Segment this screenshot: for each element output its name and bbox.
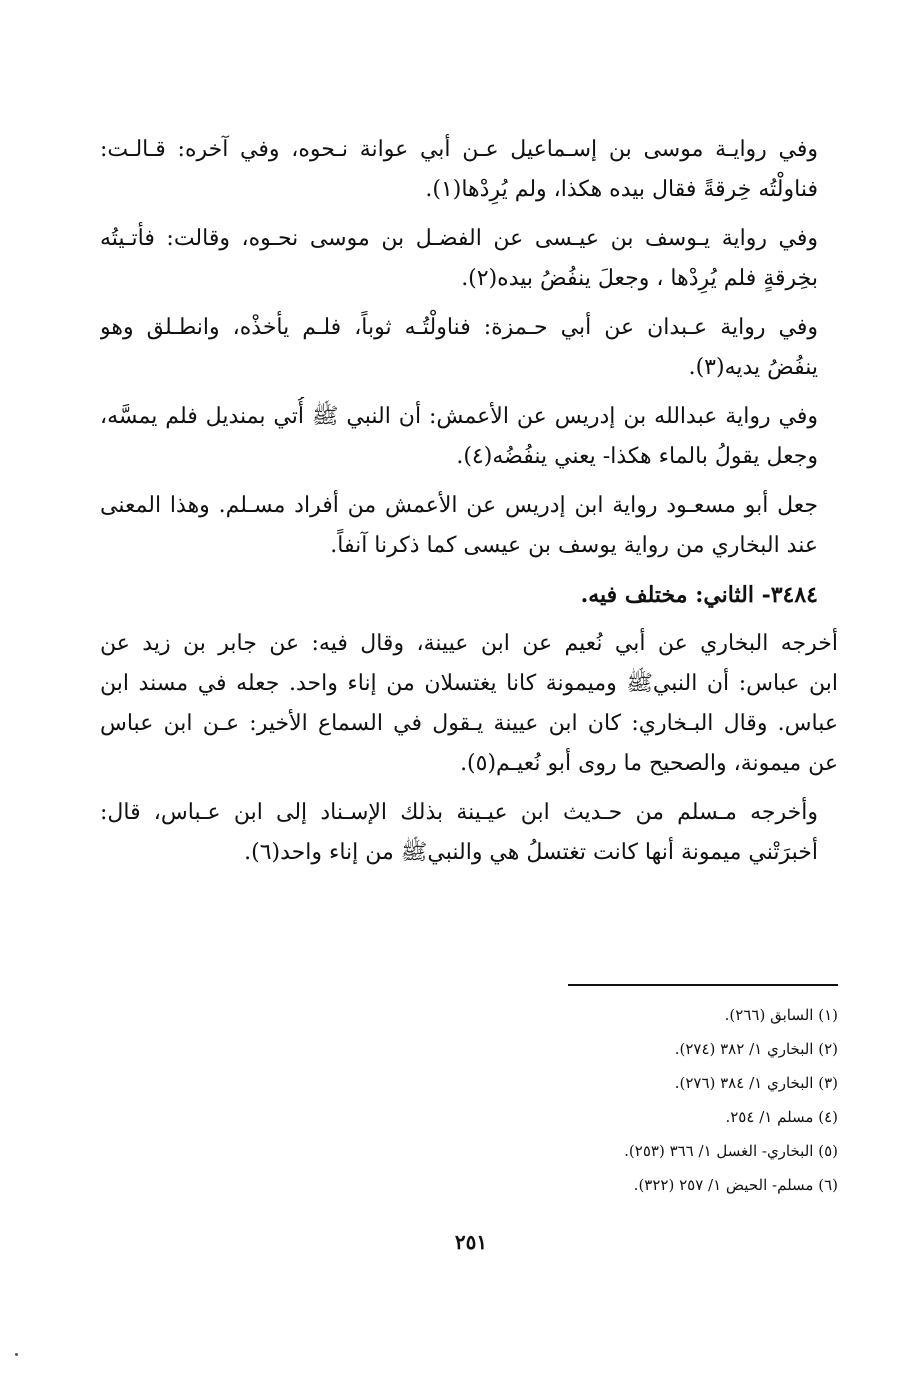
footnote-item: (٦) مسلم- الحيض ١/ ٢٥٧ (٣٢٢).: [633, 1176, 838, 1194]
paragraph-5: [100, 486, 838, 566]
footnote-item: (٣) البخاري ١/ ٣٨٤ (٢٧٦).: [674, 1074, 838, 1092]
footnote-item: (٢) البخاري ١/ ٣٨٢ (٢٧٤).: [674, 1040, 838, 1058]
paragraph-2: [100, 219, 838, 299]
text-line: وجعل يقولُ بالماء هكذا- يعني ينفُضُه(٤).: [456, 444, 818, 469]
footnote-item: (٤) مسلم ١/ ٢٥٤.: [725, 1108, 838, 1126]
text-line: وفي رواية عبدالله بن إدريس عن الأعمش: أن النبي ﷺ أُتي بمنديل فلم يمسَّه،: [100, 404, 818, 429]
footnote-item: (١) السابق (٢٦٦).: [724, 1006, 838, 1024]
footnote-item: (٥) البخاري- الغسل ١/ ٣٦٦ (٢٥٣).: [624, 1142, 838, 1160]
text-line: جعل أبو مسعـود رواية ابن إدريس عن الأعمش من أفراد مسـلم. وهذا المعنى: [100, 493, 818, 518]
paragraph-1: [100, 130, 838, 210]
page-number: ٢٥١: [454, 1230, 488, 1254]
scan-speck: [15, 1353, 18, 1356]
paragraph-6: [100, 624, 838, 784]
text-line: ينفُضُ يديه(٣).: [688, 355, 818, 380]
footnote-divider: [568, 984, 838, 986]
text-line: بخِرقةٍ فلم يُرِدْها ، وجعلَ ينفُضُ بيده(٢).: [461, 266, 818, 291]
heading-line: ٣٤٨٤- الثاني: مختلف فيه.: [580, 582, 818, 608]
paragraph-7: [100, 793, 838, 873]
footnotes: [460, 998, 838, 1202]
text-line: وأخرجه مـسلم من حـديث ابن عيـينة بذلك الإسـناد إلى ابن عـباس، قال:: [100, 800, 818, 825]
text-line: وفي رواية يـوسف بن عيـسى عن الفضـل بن موسى نحـوه، وقالت: فأتـيتُه: [100, 226, 818, 251]
paragraph-4: [100, 397, 838, 477]
text-line: عباس. وقال البـخاري: كان ابن عيينة يـقول في السماع الأخير: عـن ابن عباس: [100, 711, 838, 736]
paragraph-3: [100, 308, 838, 388]
text-line: ابن عباس: أن النبيﷺ وميمونة كانا يغتسلان من إناء واحد. جعله في مسند ابن: [100, 671, 838, 696]
main-text: [100, 130, 838, 882]
text-line: أخرجه البخاري عن أبي نُعيم عن ابن عيينة، وقال فيه: عن جابر بن زيد عن: [100, 631, 838, 656]
text-line: فناولْتُه خِرقةً فقال بيده هكذا، ولم يُرِدْها(١).: [425, 177, 818, 202]
text-line: أخبرَتْني ميمونة أنها كانت تغتسلُ هي والنبيﷺ من إناء واحد(٦).: [244, 840, 818, 865]
text-line: وفي روايـة موسى بن إسـماعيل عـن أبي عوانة نـحوه، وفي آخره: قـالـت:: [100, 137, 818, 162]
text-line: وفي رواية عـبدان عن أبي حـمزة: فناولْتُـه ثوباً، فلـم يأخذْه، وانطـلق وهو: [100, 315, 818, 340]
hadith-heading: [100, 575, 838, 615]
text-line: عن ميمونة، والصحيح ما روى أبو نُعيـم(٥).: [460, 751, 838, 776]
text-line: عند البخاري من رواية يوسف بن عيسى كما ذكرنا آنفاً.: [330, 533, 818, 558]
